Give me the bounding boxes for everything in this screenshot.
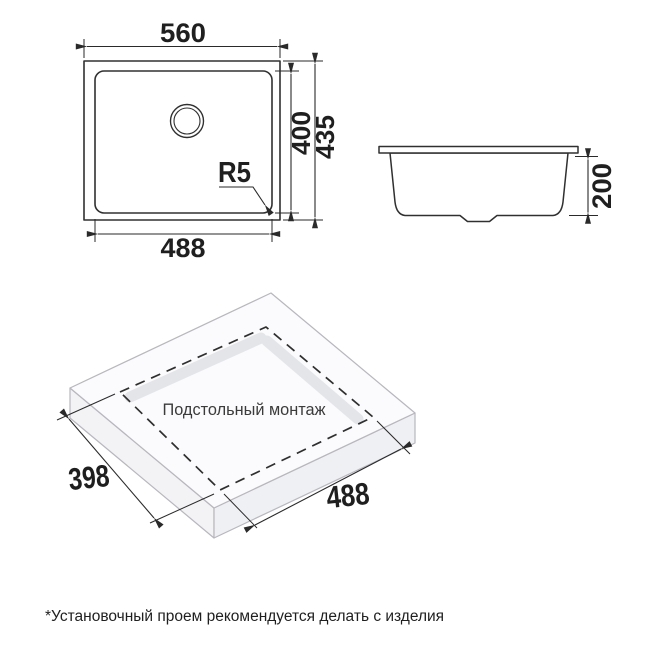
sink-rim-profile [379, 147, 578, 154]
dimension-label-inner-height: 400 [286, 111, 316, 155]
dimension-label-depth: 200 [587, 163, 617, 209]
top-view [84, 18, 340, 263]
mount-type-caption: Подстольный монтаж [162, 401, 326, 419]
isometric-view [57, 293, 415, 538]
side-view [379, 147, 617, 222]
dimension-label-cutout-depth: 398 [66, 456, 122, 498]
footnote-text: *Установочный проем рекомендуется делать с изделия [45, 608, 445, 625]
sink-body-profile [390, 153, 568, 222]
dimension-label-inner-width: 488 [160, 233, 206, 263]
dimension-label-outer-height: 435 [310, 115, 340, 159]
dimension-label-outer-width: 560 [160, 18, 206, 48]
dimension-label-cutout-width: 488 [324, 474, 380, 516]
sink-bowl-outline [95, 71, 272, 213]
dimension-label-corner-radius: R5 [218, 157, 251, 189]
